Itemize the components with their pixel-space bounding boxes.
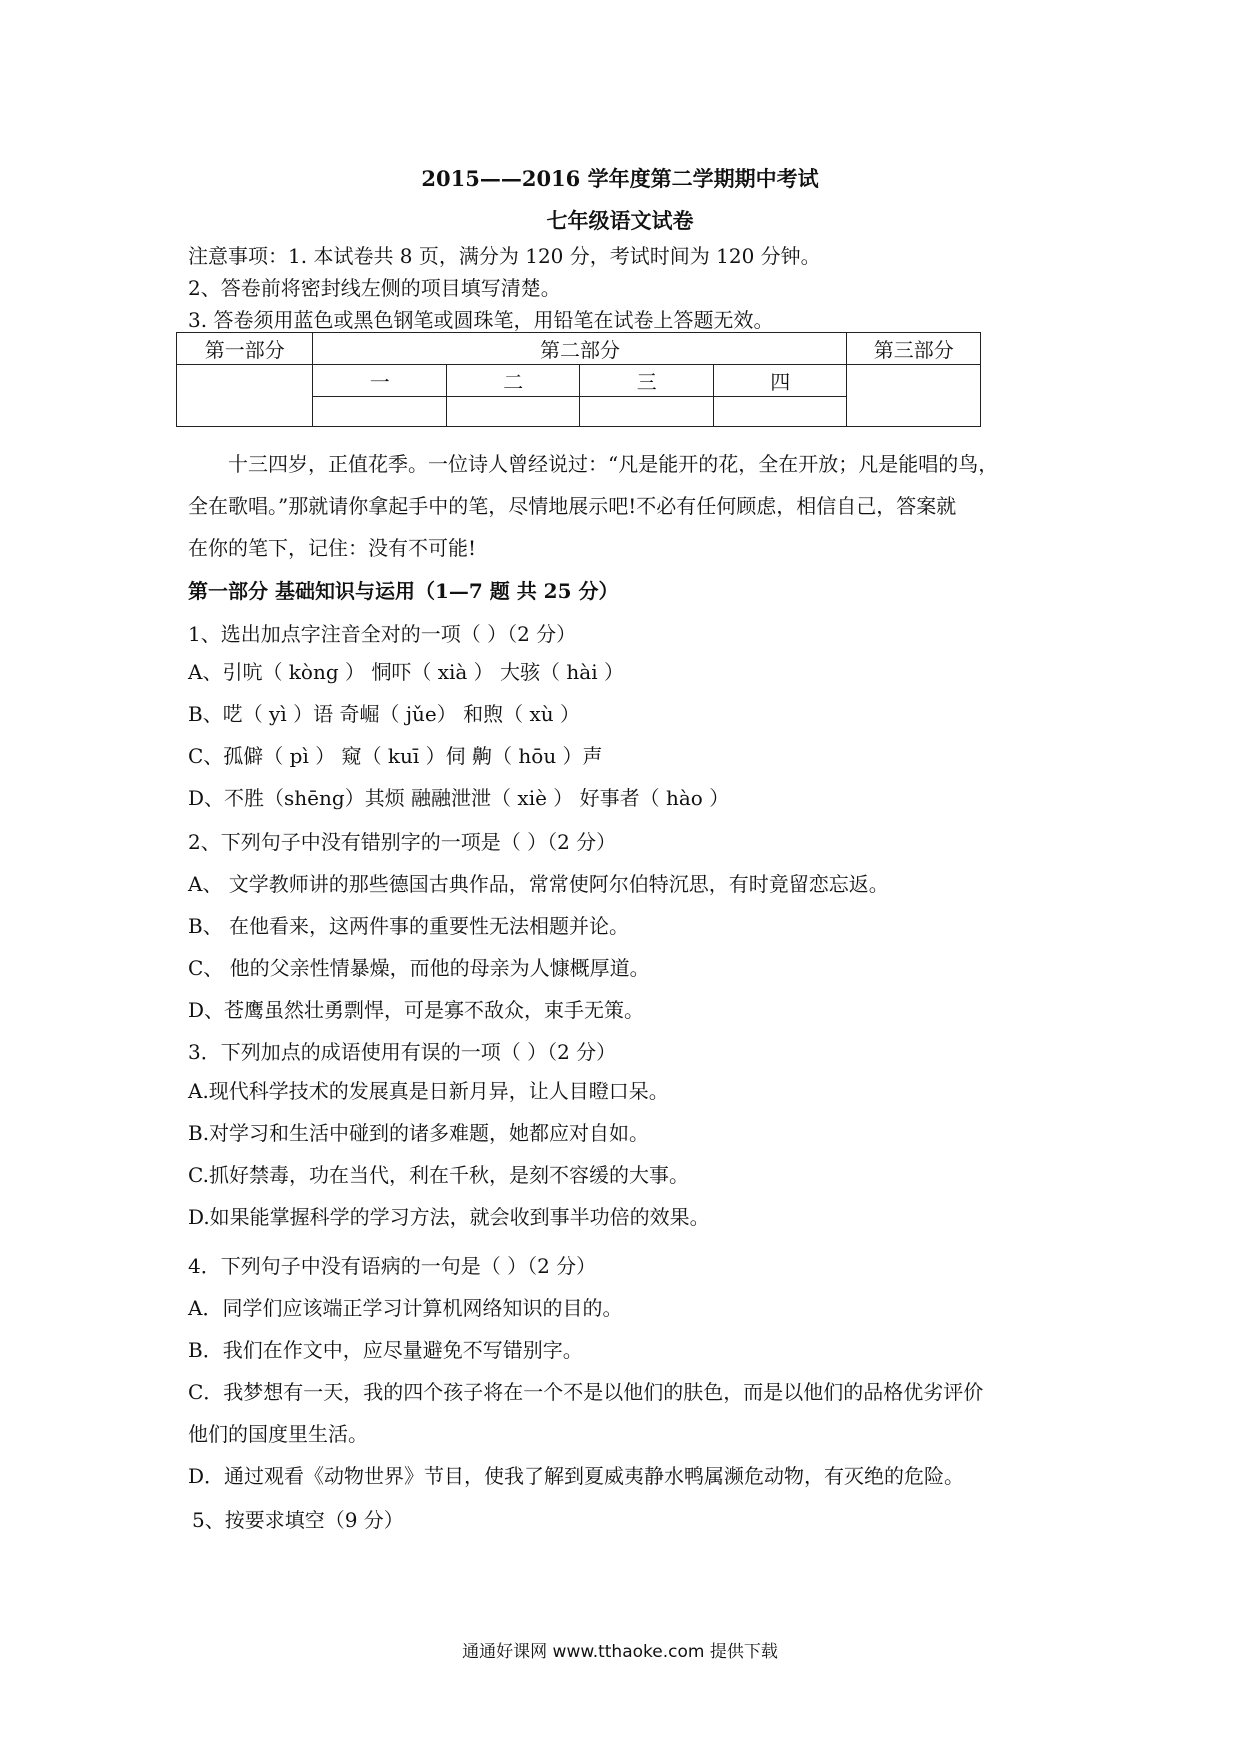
question-stem: 5、按要求填空（9 分） (192, 1508, 404, 1532)
question-option: C、孤僻（ pì ） 窥（ kuī ）伺 齁（ hōu ）声 (188, 744, 603, 768)
note-line: 2、答卷前将密封线左侧的项目填写清楚。 (188, 276, 561, 300)
question-stem: 4．下列句子中没有语病的一句是（ ）（2 分） (188, 1254, 597, 1278)
intro-line: 在你的笔下，记住：没有不可能! (188, 536, 477, 560)
question-option: A、引吭（ kòng ） 恫吓（ xià ） 大骇（ hài ） (188, 660, 624, 684)
intro-line: 十三四岁，正值花季。一位诗人曾经说过：“凡是能开的花，全在开放；凡是能唱的鸟， (228, 452, 999, 476)
score-cell-3 (580, 397, 714, 427)
score-header-part1: 第一部分 (177, 333, 313, 365)
question-option: D.如果能掌握科学的学习方法，就会收到事半功倍的效果。 (188, 1205, 710, 1229)
score-sub-2: 二 (446, 365, 580, 397)
question-option: C．我梦想有一天，我的四个孩子将在一个不是以他们的肤色，而是以他们的品格优劣评价 (188, 1380, 984, 1404)
question-option: B．我们在作文中，应尽量避免不写错别字。 (188, 1338, 583, 1362)
question-option: D、不胜（shēng）其烦 融融泄泄（ xiè ） 好事者（ hào ） (188, 786, 730, 810)
question-option: 他们的国度里生活。 (188, 1422, 368, 1446)
question-option: B.对学习和生活中碰到的诸多难题，她都应对自如。 (188, 1121, 650, 1145)
footer-source: 通通好课网 www.tthaoke.com 提供下载 (462, 1642, 778, 1662)
score-cell-1 (313, 397, 447, 427)
question-option: C.抓好禁毒，功在当代，利在千秋，是刻不容缓的大事。 (188, 1163, 689, 1187)
question-option: C、 他的父亲性情暴燥，而他的母亲为人慷概厚道。 (188, 956, 650, 980)
score-header-part3: 第三部分 (847, 333, 981, 365)
score-sub-3: 三 (580, 365, 714, 397)
question-option: B、呓（ yì ）语 奇崛（ jǔe） 和煦（ xù ） (188, 702, 580, 726)
question-option: A.现代科学技术的发展真是日新月异，让人目瞪口呆。 (188, 1079, 669, 1103)
question-stem: 1、选出加点字注音全对的一项（ ）（2 分） (188, 622, 577, 646)
exam-title: 2015——2016 学年度第二学期期中考试 (421, 166, 819, 191)
question-option: D、苍鹰虽然壮勇剽悍，可是寡不敌众，束手无策。 (188, 998, 645, 1022)
exam-subtitle: 七年级语文试卷 (546, 208, 694, 233)
score-cell-part3 (847, 365, 981, 427)
score-cell-4 (713, 397, 847, 427)
note-line: 3. 答卷须用蓝色或黑色钢笔或圆珠笔，用铅笔在试卷上答题无效。 (188, 308, 774, 332)
intro-line: 全在歌唱。”那就请你拿起手中的笔，尽情地展示吧!不必有任何顾虑，相信自己，答案就 (188, 494, 957, 518)
note-line: 注意事项：1. 本试卷共 8 页，满分为 120 分，考试时间为 120 分钟。 (188, 244, 821, 268)
score-table (176, 332, 981, 427)
question-option: D．通过观看《动物世界》节目，使我了解到夏威夷静水鸭属濒危动物，有灭绝的危险。 (188, 1464, 965, 1488)
score-cell-part1 (177, 365, 313, 427)
question-option: A．同学们应该端正学习计算机网络知识的目的。 (188, 1296, 623, 1320)
score-sub-1: 一 (313, 365, 447, 397)
section-heading: 第一部分 基础知识与运用（1—7 题 共 25 分） (188, 579, 619, 603)
question-stem: 2、下列句子中没有错别字的一项是（ ）（2 分） (188, 830, 617, 854)
question-option: B、 在他看来，这两件事的重要性无法相题并论。 (188, 914, 630, 938)
score-sub-4: 四 (713, 365, 847, 397)
question-stem: 3．下列加点的成语使用有误的一项（ ）（2 分） (188, 1040, 617, 1064)
question-option: A、 文学教师讲的那些德国古典作品，常常使阿尔伯特沉思，有时竟留恋忘返。 (188, 872, 889, 896)
score-header-part2: 第二部分 (313, 333, 847, 365)
score-cell-2 (446, 397, 580, 427)
